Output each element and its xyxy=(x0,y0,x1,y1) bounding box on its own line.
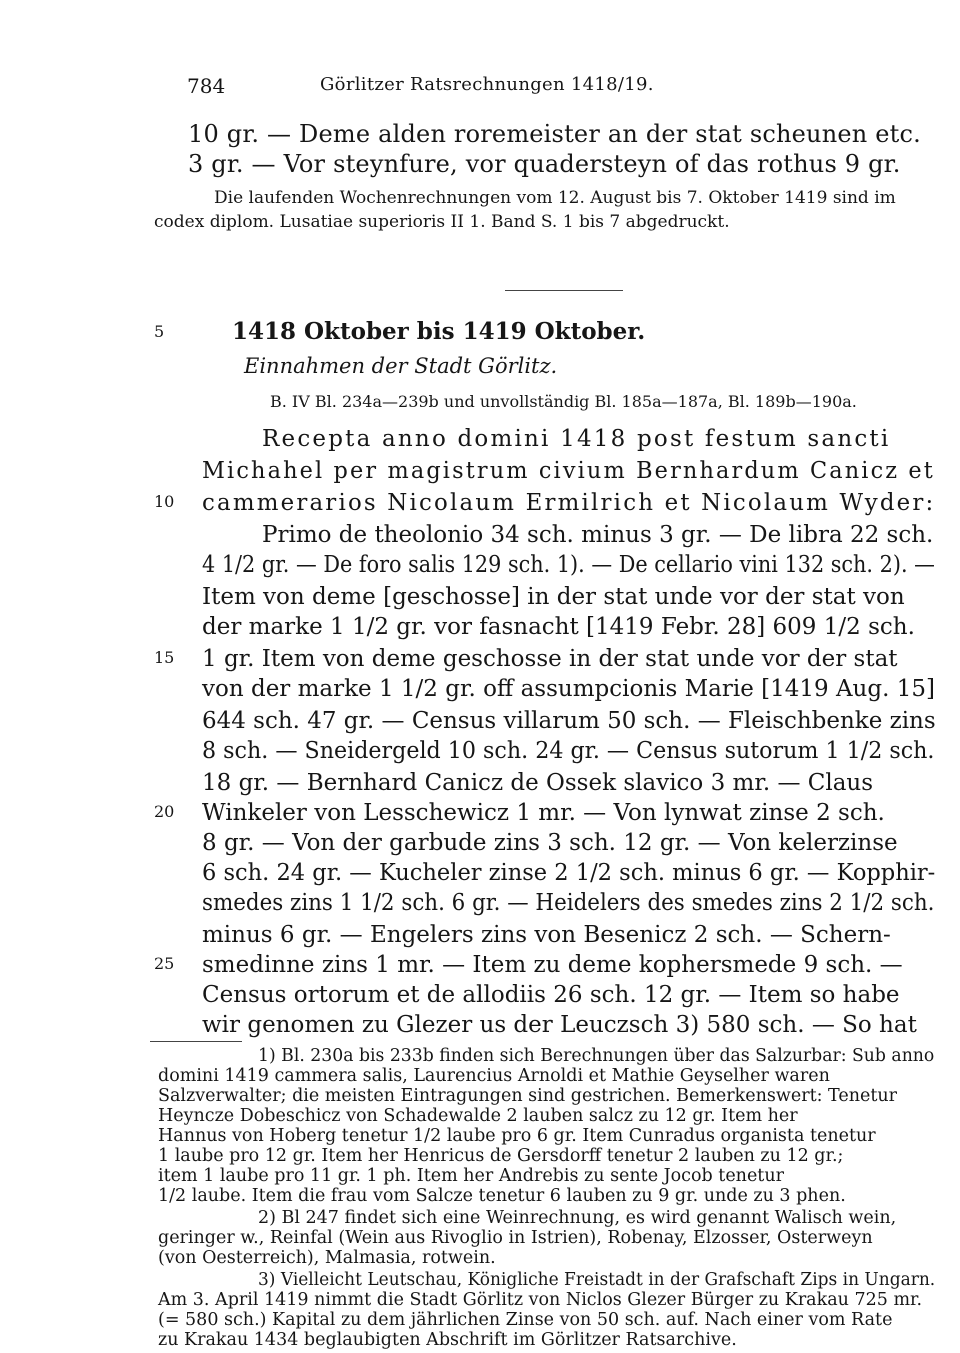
body-line: 1 gr. Item von deme geschosse in der stat unde vor der stat xyxy=(202,646,898,672)
text-line: 10 gr. — Deme alden roremeister an der stat scheunen etc. xyxy=(188,120,921,148)
line-marker: 10 xyxy=(154,492,175,511)
footnote-line: Salzverwalter; die meisten Eintragungen sind gestrichen. Bemerkenswert: Tenetur xyxy=(158,1086,898,1106)
footnote-line: (von Oesterreich), Malmasia, rotwein. xyxy=(158,1248,496,1268)
text-line: 3 gr. — Vor steynfure, vor quadersteyn of das rothus 9 gr. xyxy=(188,150,901,178)
note-line: Die laufenden Wochenrechnungen vom 12. August bis 7. Oktober 1419 sind im xyxy=(214,188,896,208)
page-number: 784 xyxy=(187,74,226,98)
body-line: wir genomen zu Glezer us der Leuczsch 3) 580 sch. — So hat xyxy=(202,1012,917,1038)
footnote-line: (= 580 sch.) Kapital zu dem jährlichen Zinse von 50 sch. auf. Nach einer vom Rate xyxy=(158,1310,893,1330)
body-line: 8 gr. — Von der garbude zins 3 sch. 12 gr. — Von kelerzinse xyxy=(202,830,898,856)
body-line: minus 6 gr. — Engelers zins von Besenicz 2 sch. — Schern- xyxy=(202,922,891,948)
footnote-line: Am 3. April 1419 nimmt die Stadt Görlitz von Niclos Glezer Bürger zu Krakau 725 mr. xyxy=(158,1290,923,1310)
section-subheading: Einnahmen der Stadt Görlitz. xyxy=(244,354,558,378)
body-line: Michahel per magistrum civium Bernhardum Canicz et xyxy=(202,458,935,484)
section-divider xyxy=(505,290,623,291)
line-marker: 5 xyxy=(154,322,165,341)
line-marker: 25 xyxy=(154,954,175,973)
footnote-line: 1 laube pro 12 gr. Item her Henricus de Gersdorff tenetur 2 lauben zu 12 gr.; xyxy=(158,1146,844,1166)
body-line: Winkeler von Lesschewicz 1 mr. — Von lynwat zinse 2 sch. xyxy=(202,800,885,826)
footnote-divider xyxy=(150,1041,242,1042)
footnote-line: zu Krakau 1434 beglaubigten Abschrift im Görlitzer Ratsarchive. xyxy=(158,1330,737,1350)
body-line: cammerarios Nicolaum Ermilrich et Nicolaum Wyder: xyxy=(202,490,936,516)
archive-reference: B. IV Bl. 234a—239b und unvollständig Bl. 185a—187a, Bl. 189b—190a. xyxy=(270,392,857,411)
footnote-line: Heyncze Dobeschicz von Schadewalde 2 lauben salcz zu 12 gr. Item her xyxy=(158,1106,798,1126)
running-title: Görlitzer Ratsrechnungen 1418/19. xyxy=(320,74,654,95)
footnote-line: geringer w., Reinfal (Wein aus Rivoglio in Istrien), Robenay, Elzosser, Osterweyn xyxy=(158,1228,873,1248)
footnote-line: 2) Bl 247 findet sich eine Weinrechnung, es wird genannt Walisch wein, xyxy=(258,1208,897,1228)
body-line: Item von deme [geschosse] in der stat unde vor der stat von xyxy=(202,584,905,610)
note-line: codex diplom. Lusatiae superioris II 1. Band S. 1 bis 7 abgedruckt. xyxy=(154,212,730,232)
body-line: 4 1/2 gr. — De foro salis 129 sch. 1). — De cellario vini 132 sch. 2). — xyxy=(202,552,935,578)
footnote-line: 1) Bl. 230a bis 233b finden sich Berechnungen über das Salzurbar: Sub anno xyxy=(258,1046,935,1066)
line-marker: 15 xyxy=(154,648,175,667)
footnote-line: Hannus von Hoberg tenetur 1/2 laube pro 6 gr. Item Cunradus organista tenetur xyxy=(158,1126,876,1146)
body-line: Primo de theolonio 34 sch. minus 3 gr. — De libra 22 sch. xyxy=(262,522,934,548)
footnote-line: 3) Vielleicht Leutschau, Königliche Freistadt in der Grafschaft Zips in Ungarn. xyxy=(258,1270,936,1290)
section-heading: 1418 Oktober bis 1419 Oktober. xyxy=(232,318,646,345)
body-line: smedes zins 1 1/2 sch. 6 gr. — Heidelers des smedes zins 2 1/2 sch. xyxy=(202,890,935,916)
footnote-line: domini 1419 cammera salis, Laurencius Arnoldi et Mathie Geyselher waren xyxy=(158,1066,830,1086)
body-line: smedinne zins 1 mr. — Item zu deme kophersmede 9 sch. — xyxy=(202,952,903,978)
body-line: Census ortorum et de allodiis 26 sch. 12 gr. — Item so habe xyxy=(202,982,900,1008)
body-line: 18 gr. — Bernhard Canicz de Ossek slavico 3 mr. — Claus xyxy=(202,770,874,796)
body-line: Recepta anno domini 1418 post festum sancti xyxy=(262,426,891,452)
footnote-line: 1/2 laube. Item die frau vom Salcze tenetur 6 lauben zu 9 gr. unde zu 3 phen. xyxy=(158,1186,846,1206)
line-marker: 20 xyxy=(154,802,175,821)
footnote-line: item 1 laube pro 11 gr. 1 ph. Item her Andrebis zu sente Jocob tenetur xyxy=(158,1166,784,1186)
body-line: der marke 1 1/2 gr. vor fasnacht [1419 Febr. 28] 609 1/2 sch. xyxy=(202,614,915,640)
body-line: 6 sch. 24 gr. — Kucheler zinse 2 1/2 sch. minus 6 gr. — Kopphir- xyxy=(202,860,936,886)
body-line: 8 sch. — Sneidergeld 10 sch. 24 gr. — Census sutorum 1 1/2 sch. xyxy=(202,738,935,764)
body-line: von der marke 1 1/2 gr. off assumpcionis Marie [1419 Aug. 15] xyxy=(202,676,935,702)
body-line: 644 sch. 47 gr. — Census villarum 50 sch. — Fleischbenke zins xyxy=(202,708,936,734)
